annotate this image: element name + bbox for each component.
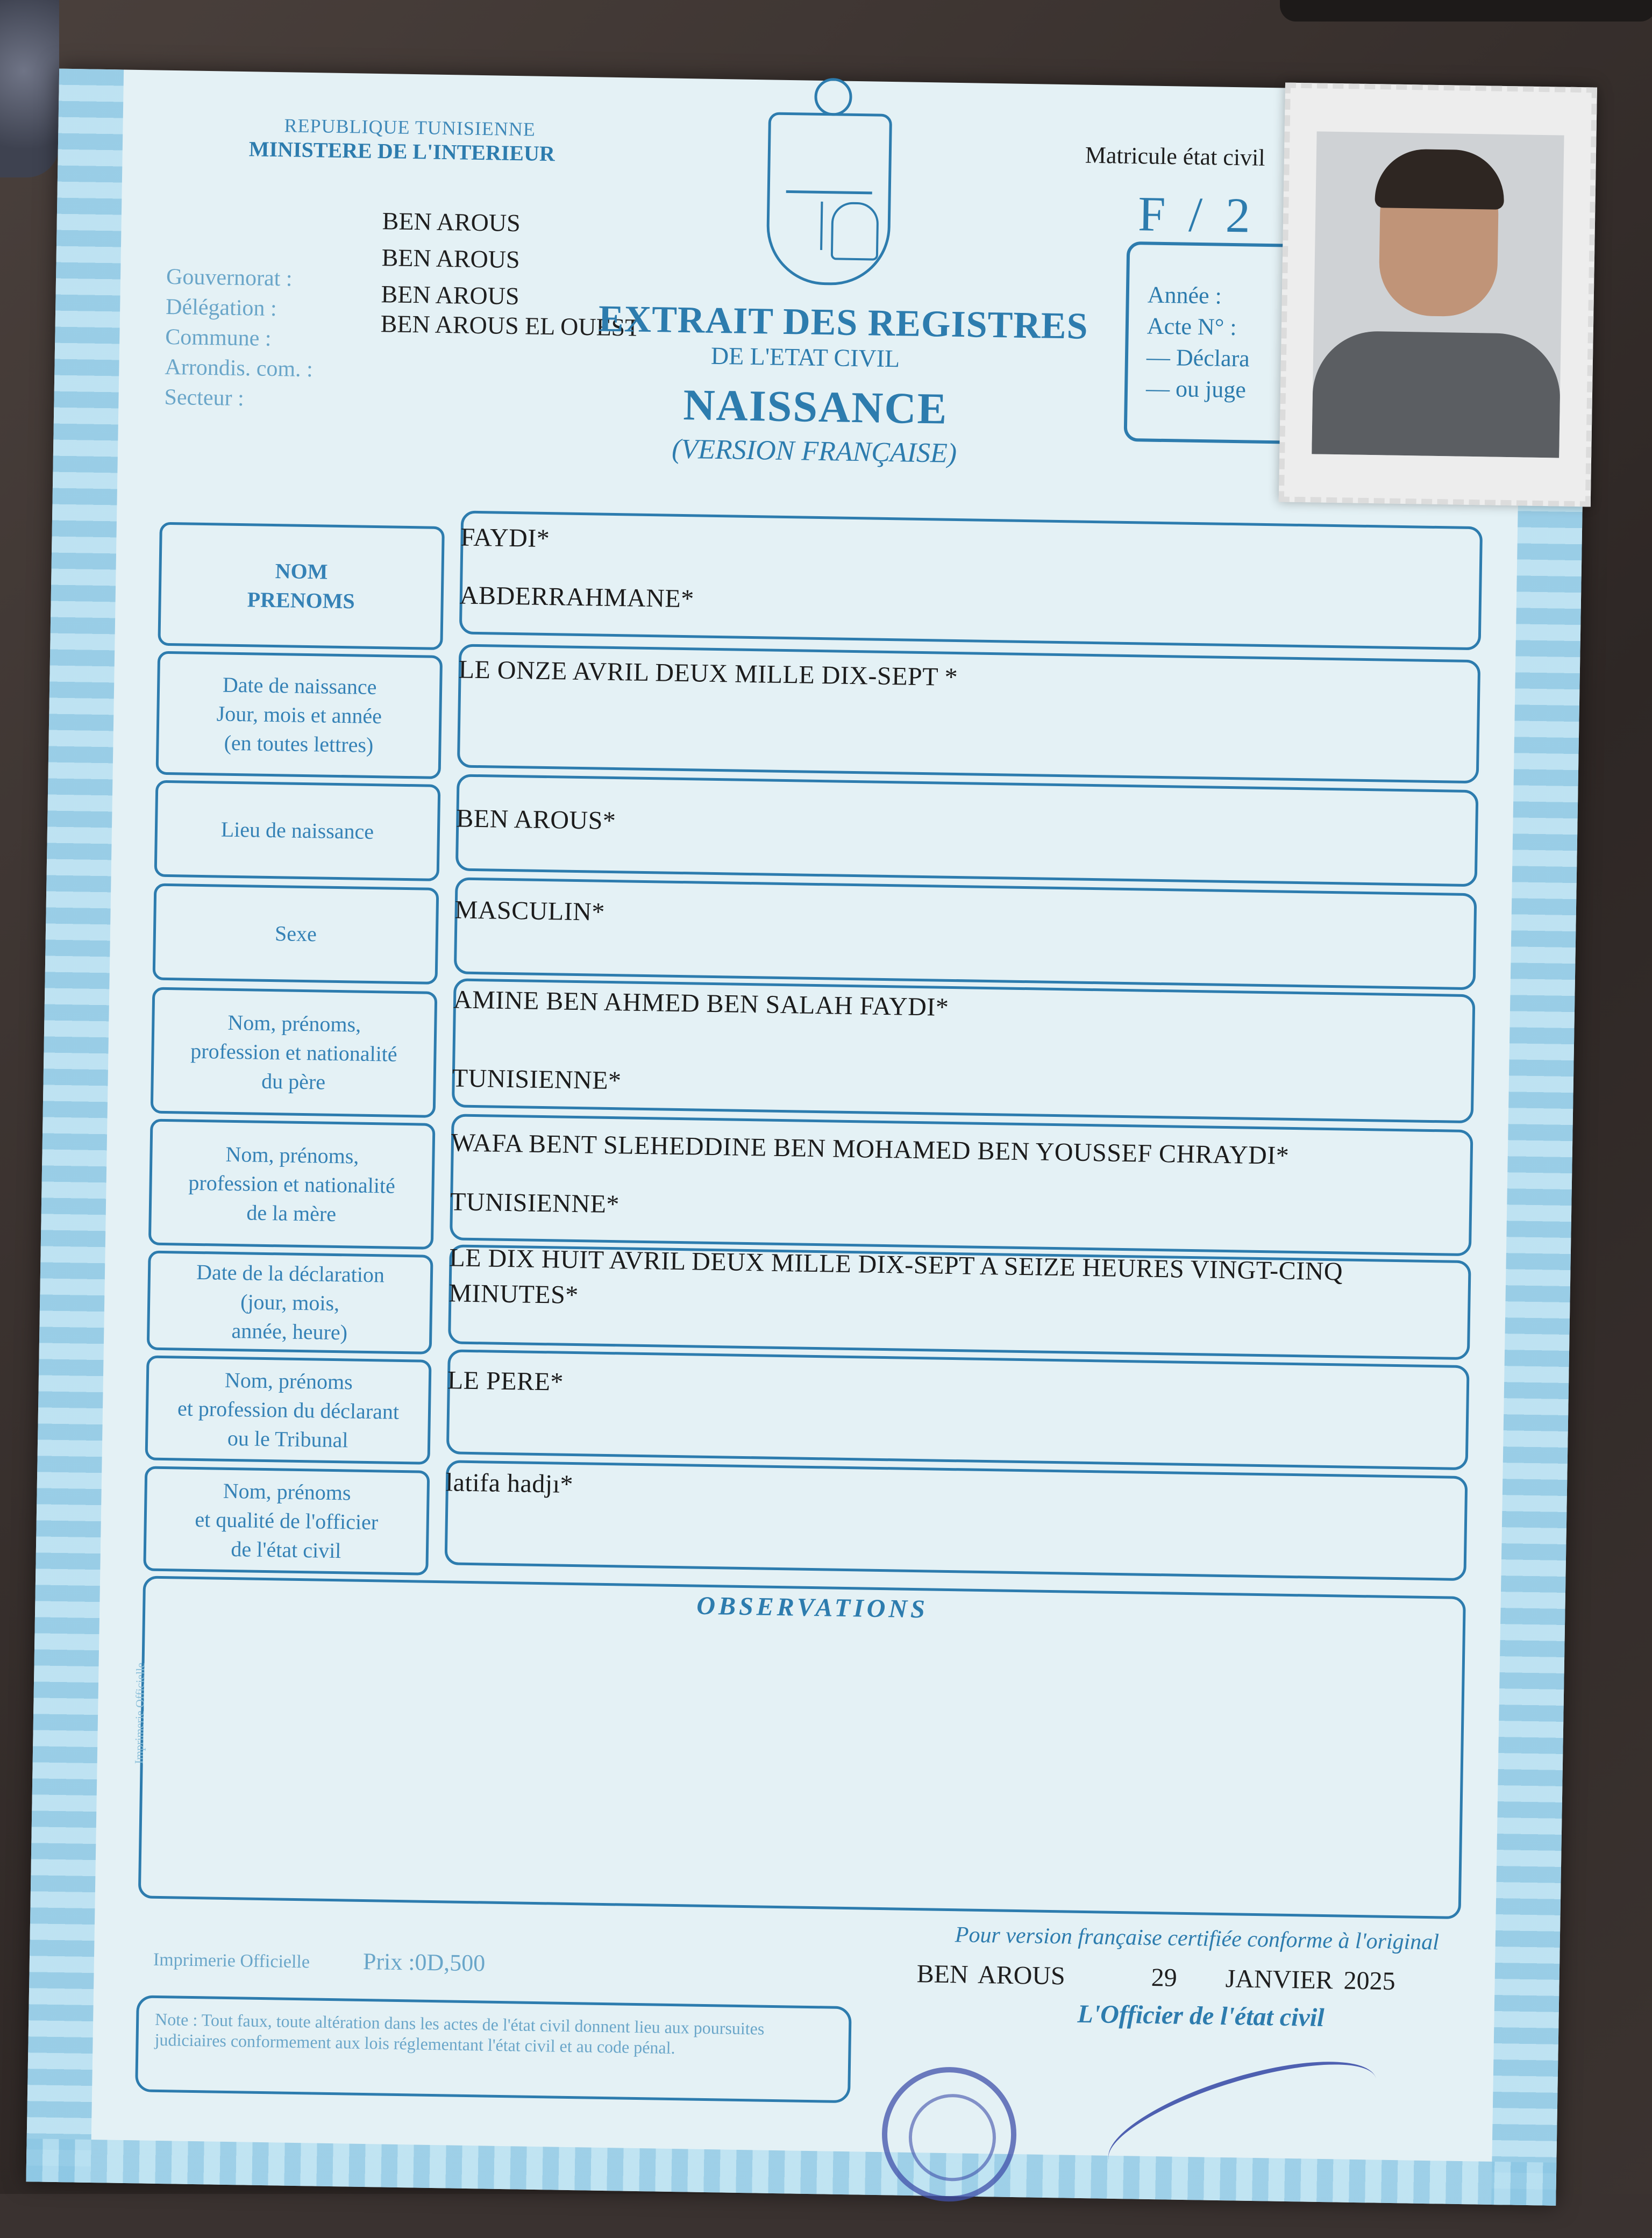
value-nom: FAYDI* bbox=[460, 523, 550, 553]
label-sexe bbox=[153, 883, 439, 985]
location-value: BEN AROUS bbox=[382, 207, 521, 237]
value-declarant: LE PERE* bbox=[447, 1366, 564, 1396]
issue-month-year: JANVIER 2025 bbox=[1225, 1964, 1396, 1996]
value-box-officier bbox=[445, 1460, 1468, 1581]
phone-edge bbox=[1280, 0, 1652, 22]
label-text: Date de la déclaration (jour, mois, année, heure) bbox=[196, 1259, 385, 1344]
label-text: Nom, prénoms et profession du déclarant ou le Tribunal bbox=[177, 1367, 400, 1452]
value-pere-nationalite: TUNISIENNE* bbox=[452, 1064, 622, 1095]
observations-box bbox=[138, 1576, 1466, 1919]
label-text: Date de naissance Jour, mois et année (en toutes lettres) bbox=[216, 672, 382, 757]
location-value: BEN AROUS bbox=[381, 280, 519, 310]
jugement-label: — ou juge bbox=[1145, 375, 1247, 403]
legal-note: Note : Tout faux, toute altération dans les actes de l'état civil donnent lieu aux poursuites judiciaires conformement aux lois réglementant l'état civil et au code pénal. bbox=[135, 1995, 852, 2103]
arrondis-label: Arrondis. com. : bbox=[165, 354, 314, 382]
issue-place-date bbox=[916, 1959, 1395, 1996]
document-version: (VERSION FRANÇAISE) bbox=[671, 433, 957, 469]
value-sexe: MASCULIN* bbox=[454, 895, 606, 926]
label-date-declaration bbox=[147, 1251, 433, 1355]
label-text: Lieu de naissance bbox=[220, 817, 374, 844]
label-declarant bbox=[145, 1356, 432, 1465]
portrait-shirt bbox=[1312, 330, 1561, 458]
label-mere bbox=[148, 1119, 436, 1250]
observations-title: OBSERVATIONS bbox=[696, 1591, 929, 1624]
delegation-label: Délégation : bbox=[165, 294, 277, 322]
value-pere-nom: AMINE BEN AHMED BEN SALAH FAYDI* bbox=[453, 985, 949, 1022]
label-text: Nom, prénoms, profession et nationalité du père bbox=[190, 1010, 398, 1094]
label-nom-prenoms bbox=[158, 522, 445, 650]
commune-label: Commune : bbox=[165, 324, 272, 351]
issue-day: 29 bbox=[1151, 1963, 1178, 1992]
birth-certificate-document bbox=[26, 69, 1589, 2206]
declaration-label: — Déclara bbox=[1146, 344, 1250, 372]
value-box-sexe bbox=[454, 877, 1477, 990]
side-imprint: Imprimerie Officielle bbox=[132, 1662, 147, 1764]
label-text: Nom, prénoms et qualité de l'officier de l'état civil bbox=[195, 1478, 379, 1563]
issue-place: BEN AROUS bbox=[916, 1959, 1066, 1991]
location-labels bbox=[164, 232, 315, 415]
value-date-naissance: LE ONZE AVRIL DEUX MILLE DIX-SEPT * bbox=[458, 655, 958, 692]
gouvernorat-label: Gouvernorat : bbox=[166, 264, 293, 291]
scales-icon bbox=[782, 201, 823, 250]
annee-label: Année : bbox=[1147, 281, 1222, 309]
ship-icon bbox=[786, 142, 873, 195]
header-republique: REPUBLIQUE TUNISIENNE bbox=[284, 115, 536, 140]
value-declaration-line1: LE DIX HUIT AVRIL DEUX MILLE DIX-SEPT A SEIZE HEURES VINGT-CINQ bbox=[449, 1243, 1343, 1286]
label-text: NOM PRENOMS bbox=[247, 559, 355, 614]
document-subtitle: DE L'ETAT CIVIL bbox=[710, 341, 900, 373]
label-text: Sexe bbox=[274, 921, 317, 946]
label-pere bbox=[151, 987, 438, 1118]
portrait-hair bbox=[1375, 148, 1505, 210]
value-box-nom bbox=[459, 510, 1483, 650]
matricule-label: Matricule état civil bbox=[1085, 141, 1265, 171]
prix-label: Prix :0D,500 bbox=[362, 1948, 486, 1977]
label-officier bbox=[143, 1466, 430, 1575]
crescent-star-icon bbox=[814, 78, 852, 116]
id-photo bbox=[1279, 82, 1597, 507]
value-mere-nationalite: TUNISIENNE* bbox=[450, 1187, 620, 1219]
officier-title: L'Officier de l'état civil bbox=[1077, 1999, 1325, 2033]
imprimerie-label: Imprimerie Officielle bbox=[153, 1949, 310, 1972]
location-value: BEN AROUS bbox=[381, 244, 520, 274]
value-mere-nom: WAFA BENT SLEHEDDINE BEN MOHAMED BEN YOUSSEF CHRAYDI* bbox=[451, 1128, 1290, 1170]
location-value-arrondissement: BEN AROUS EL OUEST bbox=[380, 310, 640, 341]
document-type: NAISSANCE bbox=[682, 380, 949, 433]
coat-of-arms-icon bbox=[766, 112, 892, 286]
portrait-image bbox=[1312, 131, 1564, 458]
value-officier: latifa hadjı* bbox=[445, 1468, 574, 1499]
label-lieu-naissance bbox=[154, 780, 441, 881]
value-prenoms: ABDERRAHMANE* bbox=[459, 581, 695, 614]
label-date-naissance bbox=[156, 651, 443, 779]
secteur-label: Secteur : bbox=[164, 384, 245, 411]
header-ministere: MINISTERE DE L'INTERIEUR bbox=[248, 137, 556, 166]
cloth-corner bbox=[0, 0, 59, 177]
matricule-number: F / 2 bbox=[1137, 186, 1256, 243]
acte-info bbox=[1146, 279, 1251, 405]
label-text: Nom, prénoms, profession et nationalité de la mère bbox=[188, 1142, 396, 1226]
location-values bbox=[381, 203, 521, 315]
lion-icon bbox=[831, 202, 879, 260]
acte-label: Acte N° : bbox=[1147, 312, 1237, 341]
value-declaration-line2: MINUTES* bbox=[448, 1279, 579, 1310]
document-title: EXTRAIT DES REGISTRES bbox=[598, 298, 1089, 347]
value-box-declarant bbox=[446, 1349, 1470, 1470]
certification-note: Pour version française certifiée conforme à l'original bbox=[955, 1922, 1440, 1955]
value-lieu: BEN AROUS* bbox=[455, 804, 616, 836]
